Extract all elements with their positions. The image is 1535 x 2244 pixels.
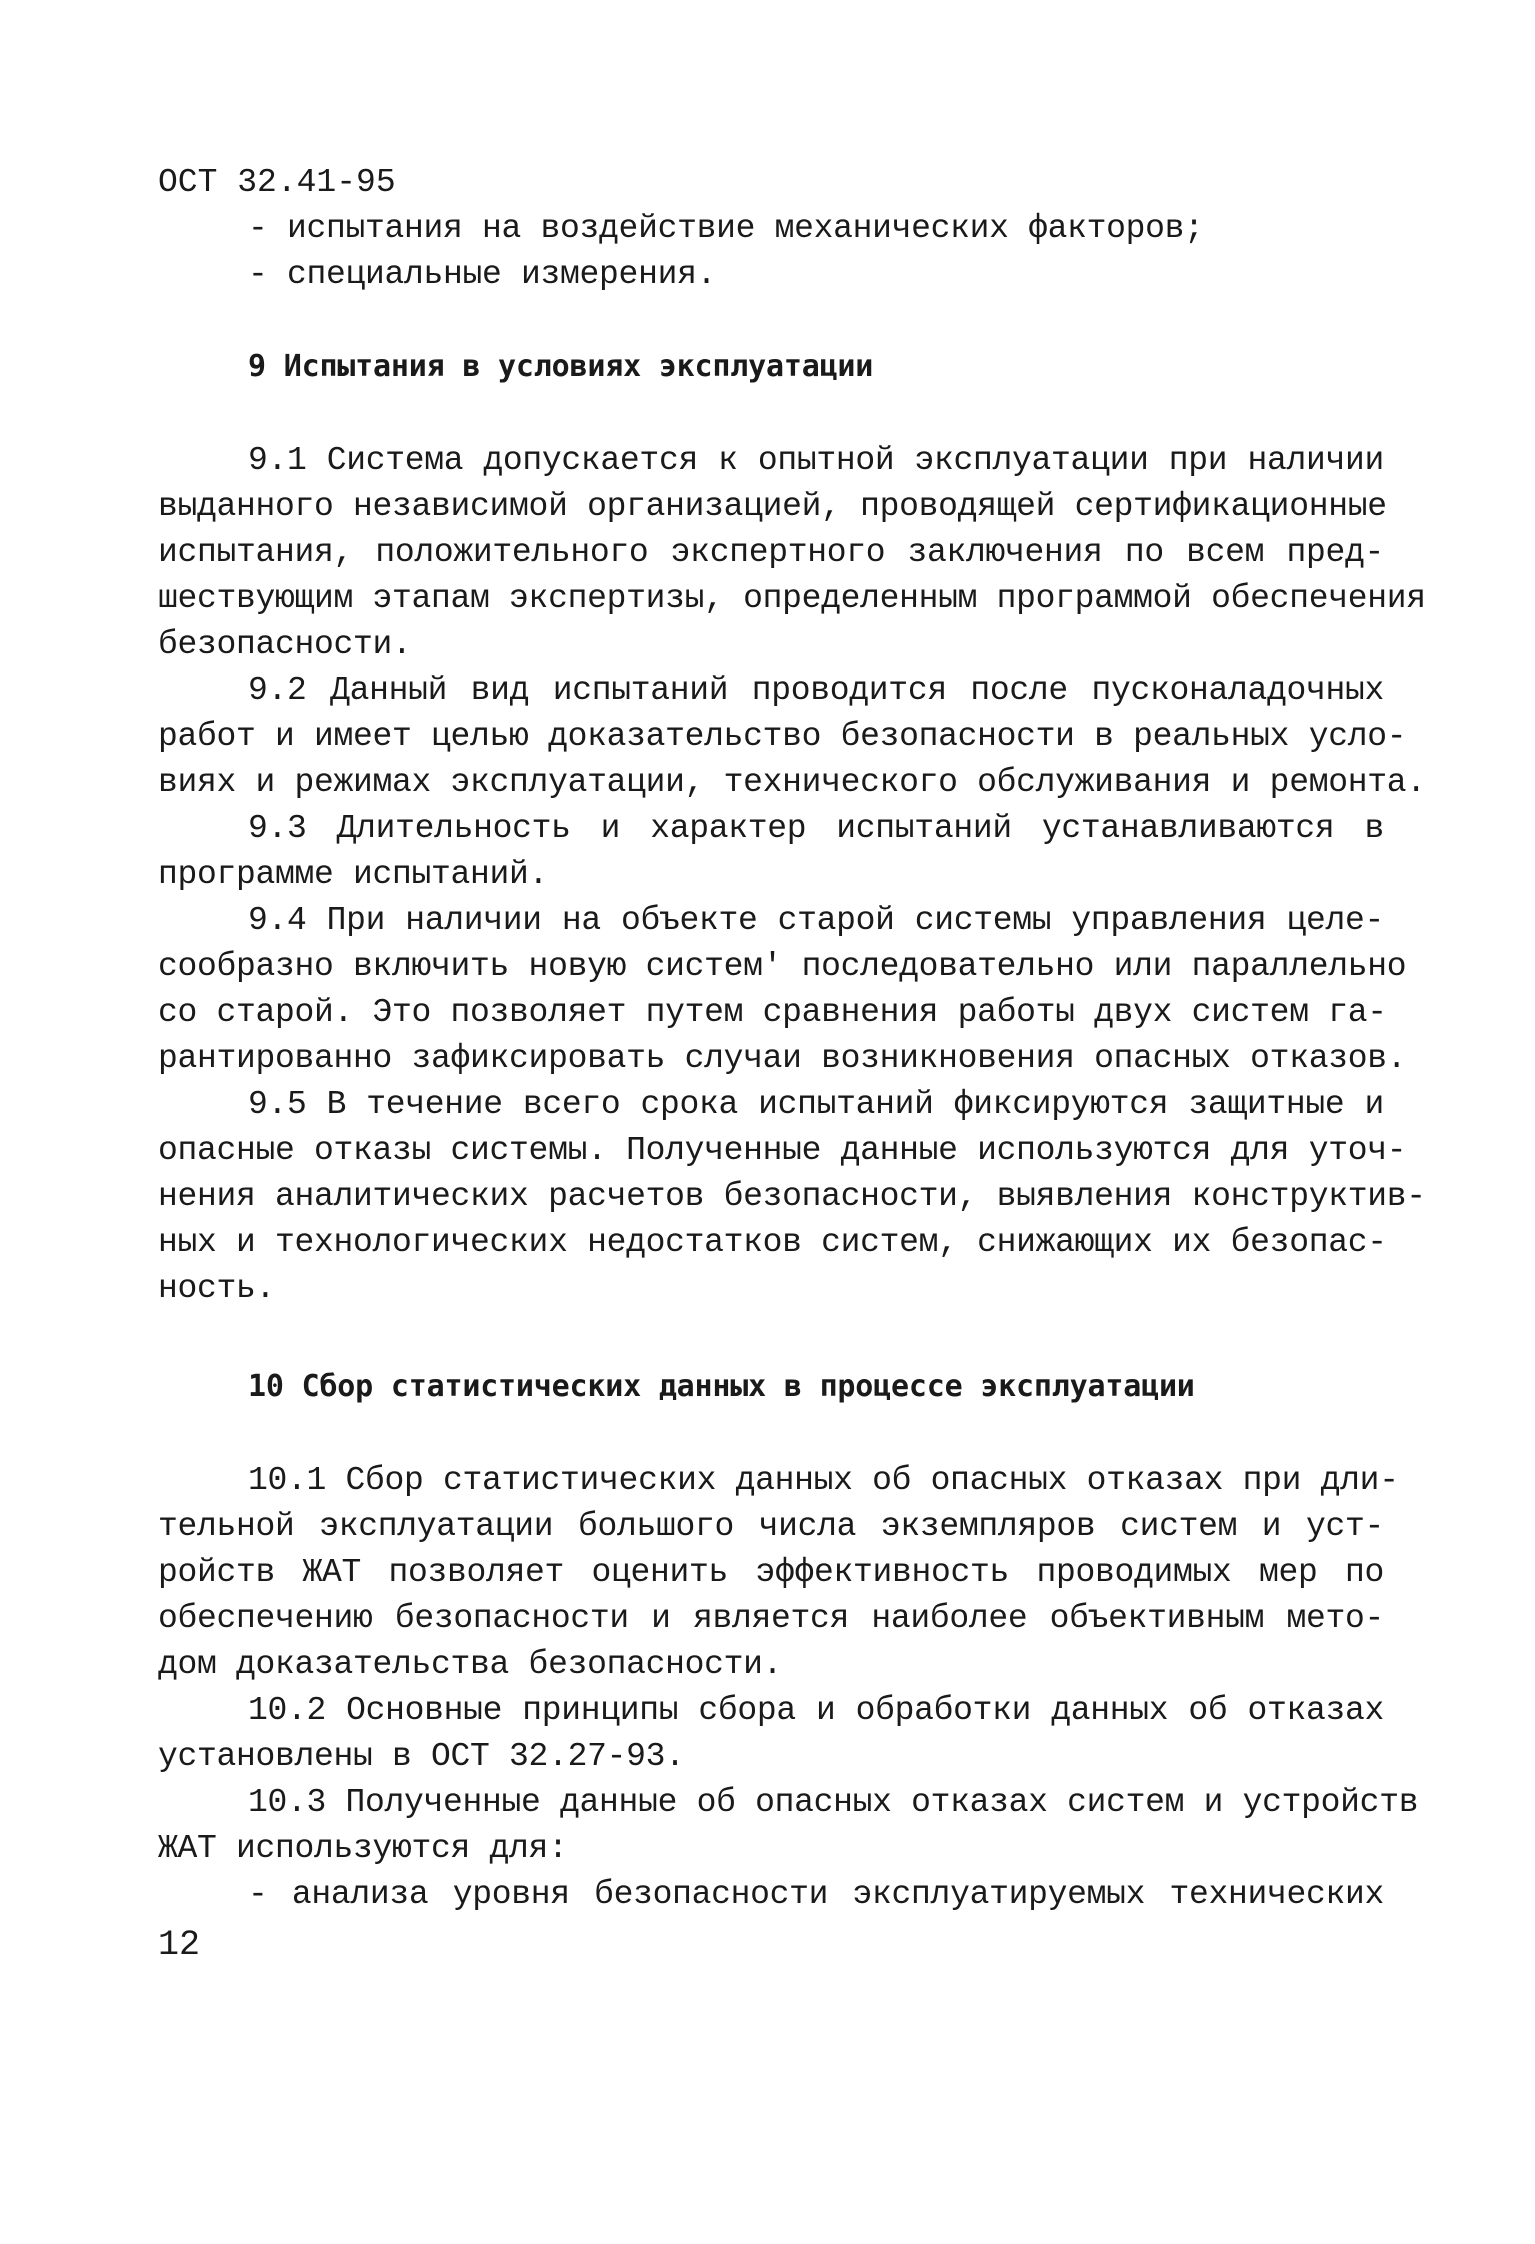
paragraph-line: ность.: [158, 1270, 276, 1307]
section-10-heading: 10 Сбор статистических данных в процессе эксплуатации: [248, 1369, 1195, 1404]
paragraph-line: 9.3 Длительность и характер испытаний устанавливаются в: [248, 810, 1384, 847]
list-item: - испытания на воздействие механических факторов;: [248, 210, 1204, 247]
paragraph-line: шествующим этапам экспертизы, определенным программой обеспечения: [158, 580, 1426, 617]
document-code: ОСТ 32.41-95: [158, 164, 396, 201]
paragraph-line: рантированно зафиксировать случаи возникновения опасных отказов.: [158, 1040, 1407, 1077]
paragraph-line: ЖАТ используются для:: [158, 1830, 568, 1867]
paragraph-line: обеспечению безопасности и является наиболее объективным мето-: [158, 1600, 1384, 1637]
paragraph-line: 9.1 Система допускается к опытной эксплуатации при наличии: [248, 442, 1384, 479]
paragraph-line: тельной эксплуатации большого числа экземпляров систем и уст-: [158, 1508, 1384, 1545]
paragraph-line: 10.1 Сбор статистических данных об опасных отказах при дли-: [248, 1462, 1399, 1499]
paragraph-line: 9.4 При наличии на объекте старой системы управления целе-: [248, 902, 1384, 939]
paragraph-line: опасные отказы системы. Полученные данные используются для уточ-: [158, 1132, 1407, 1169]
paragraph-line: 9.2 Данный вид испытаний проводится после пусконаладочных: [248, 672, 1384, 709]
paragraph-line: виях и режимах эксплуатации, технического обслуживания и ремонта.: [158, 764, 1426, 801]
list-item: - анализа уровня безопасности эксплуатируемых технических: [248, 1876, 1384, 1913]
paragraph-line: дом доказательства безопасности.: [158, 1646, 783, 1683]
paragraph-line: программе испытаний.: [158, 856, 549, 893]
paragraph-line: установлены в ОСТ 32.27-93.: [158, 1738, 685, 1775]
paragraph-line: 9.5 В течение всего срока испытаний фиксируются защитные и: [248, 1086, 1384, 1123]
paragraph-line: работ и имеет целью доказательство безопасности в реальных усло-: [158, 718, 1407, 755]
paragraph-line: выданного независимой организацией, проводящей сертификационные: [158, 488, 1387, 525]
section-9-heading: 9 Испытания в условиях эксплуатации: [248, 349, 874, 384]
list-item: - специальные измерения.: [248, 256, 717, 293]
paragraph-line: 10.2 Основные принципы сбора и обработки данных об отказах: [248, 1692, 1384, 1729]
paragraph-line: безопасности.: [158, 626, 412, 663]
paragraph-line: испытания, положительного экспертного заключения по всем пред-: [158, 534, 1384, 571]
paragraph-line: ных и технологических недостатков систем, снижающих их безопас-: [158, 1224, 1387, 1261]
paragraph-line: 10.3 Полученные данные об опасных отказах систем и устройств: [248, 1784, 1419, 1821]
paragraph-line: ройств ЖАТ позволяет оценить эффективность проводимых мер по: [158, 1554, 1384, 1591]
paragraph-line: сообразно включить новую систем' последовательно или параллельно: [158, 948, 1407, 985]
paragraph-line: нения аналитических расчетов безопасности, выявления конструктив-: [158, 1178, 1426, 1215]
paragraph-line: со старой. Это позволяет путем сравнения работы двух систем га-: [158, 994, 1387, 1031]
page-number: 12: [158, 1925, 201, 1965]
